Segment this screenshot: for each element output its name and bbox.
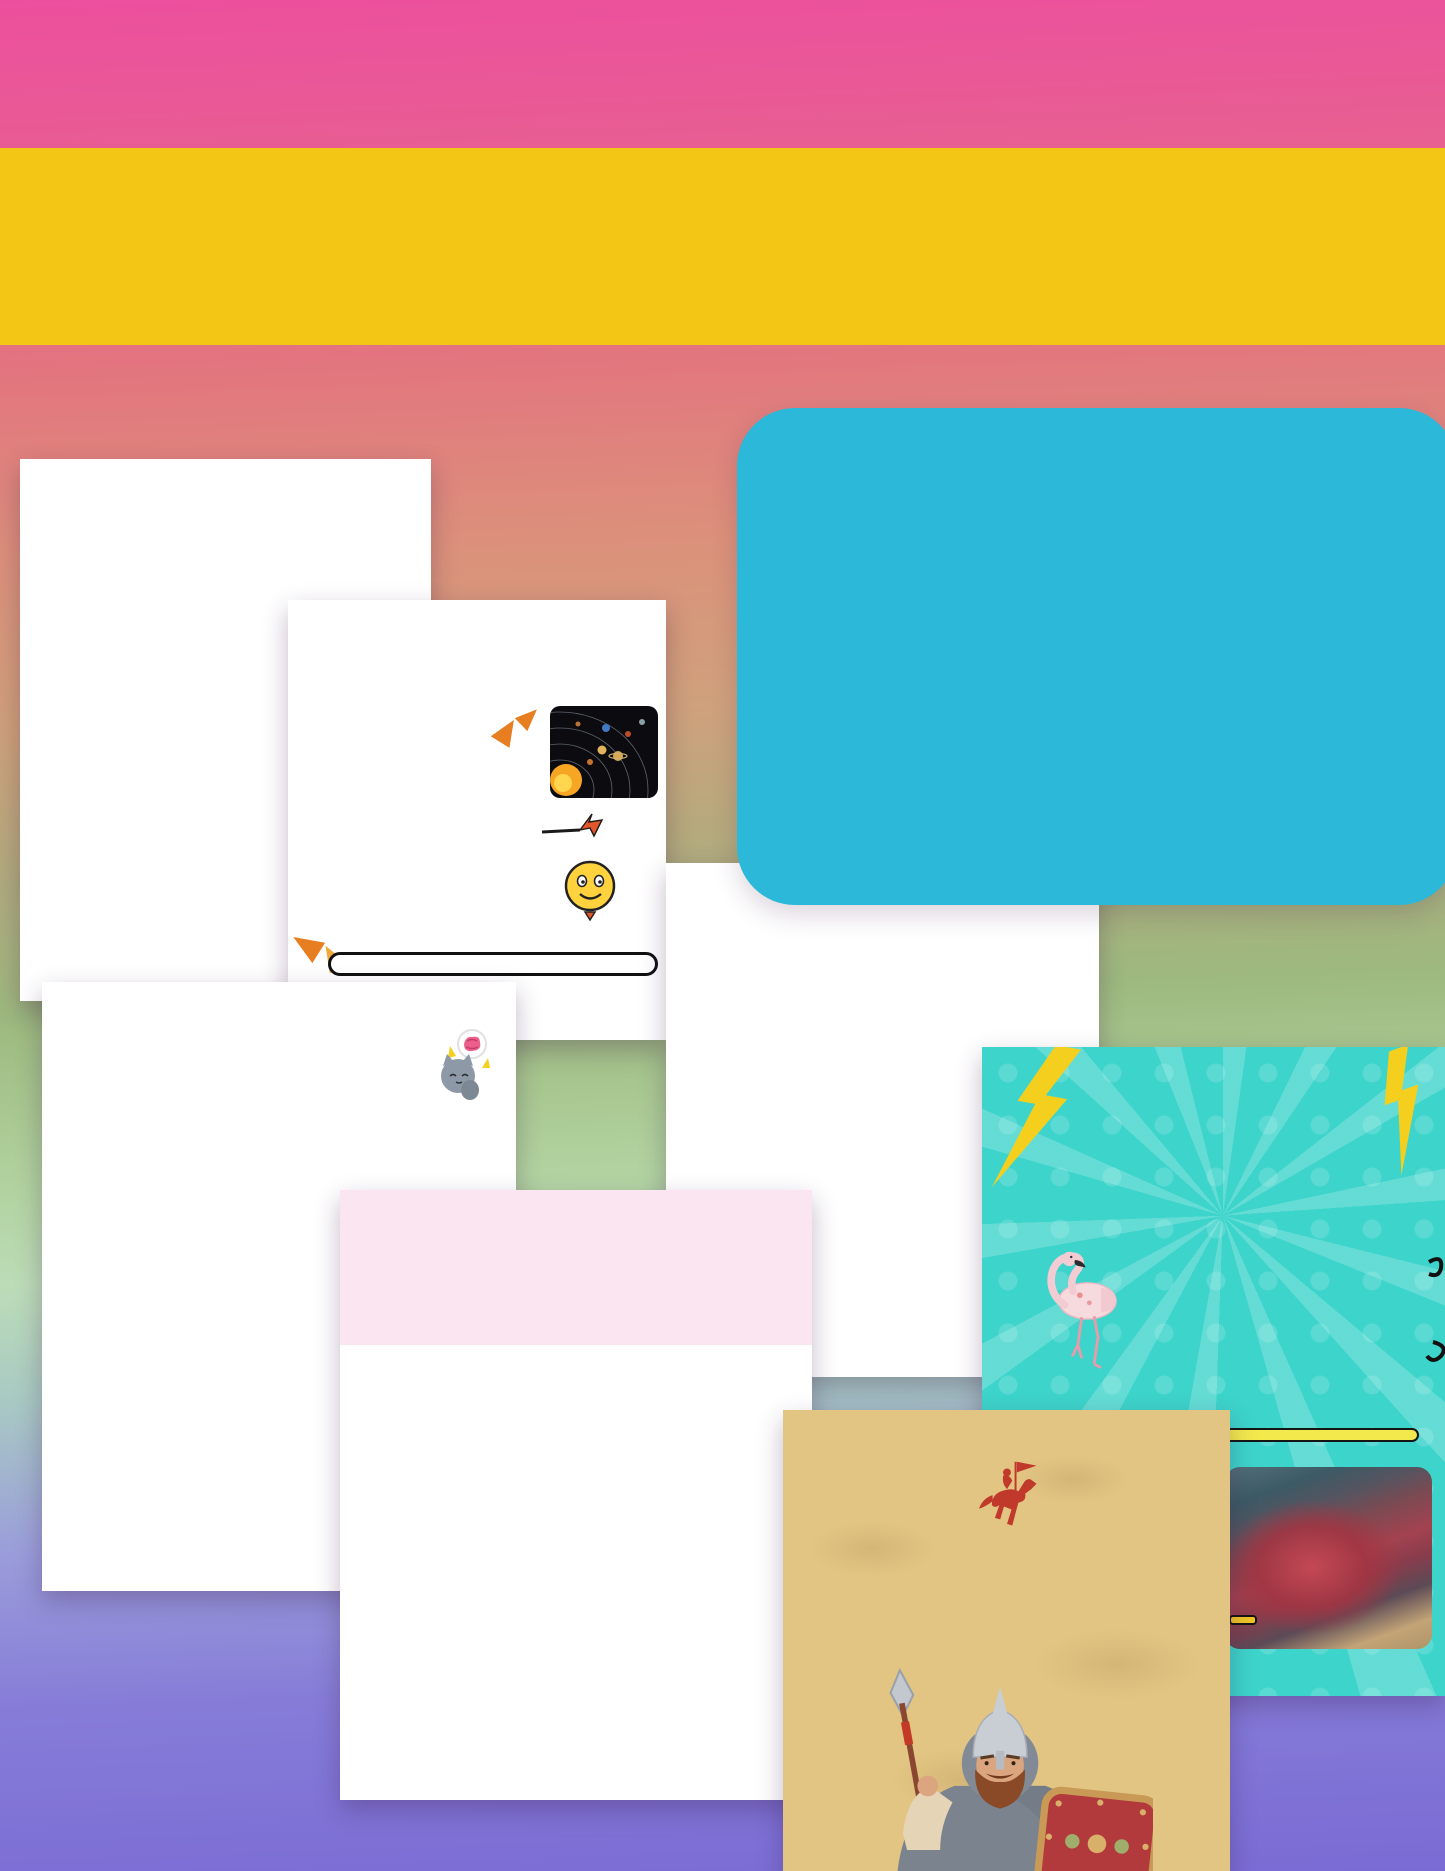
cat-brain-sticker (430, 1028, 494, 1102)
knight-horse-logo (969, 1458, 1045, 1530)
page-moyen-age (783, 1410, 1230, 1871)
offer-box (737, 408, 1445, 905)
flamingo-image (1034, 1225, 1139, 1375)
photo-caption-top (1223, 1428, 1419, 1442)
cloud-bubble (1167, 1142, 1445, 1442)
solides-header-band (340, 1190, 812, 1345)
sun-character (538, 842, 642, 932)
photo-caption-label (1229, 1615, 1257, 1625)
title-banner (0, 148, 1445, 345)
fact-box (328, 952, 658, 976)
worksheet-soleil (288, 600, 666, 1040)
knight-illustration (843, 1668, 1153, 1871)
worksheet-solides (340, 1190, 812, 1800)
animaux-subtitle (982, 1127, 1445, 1149)
